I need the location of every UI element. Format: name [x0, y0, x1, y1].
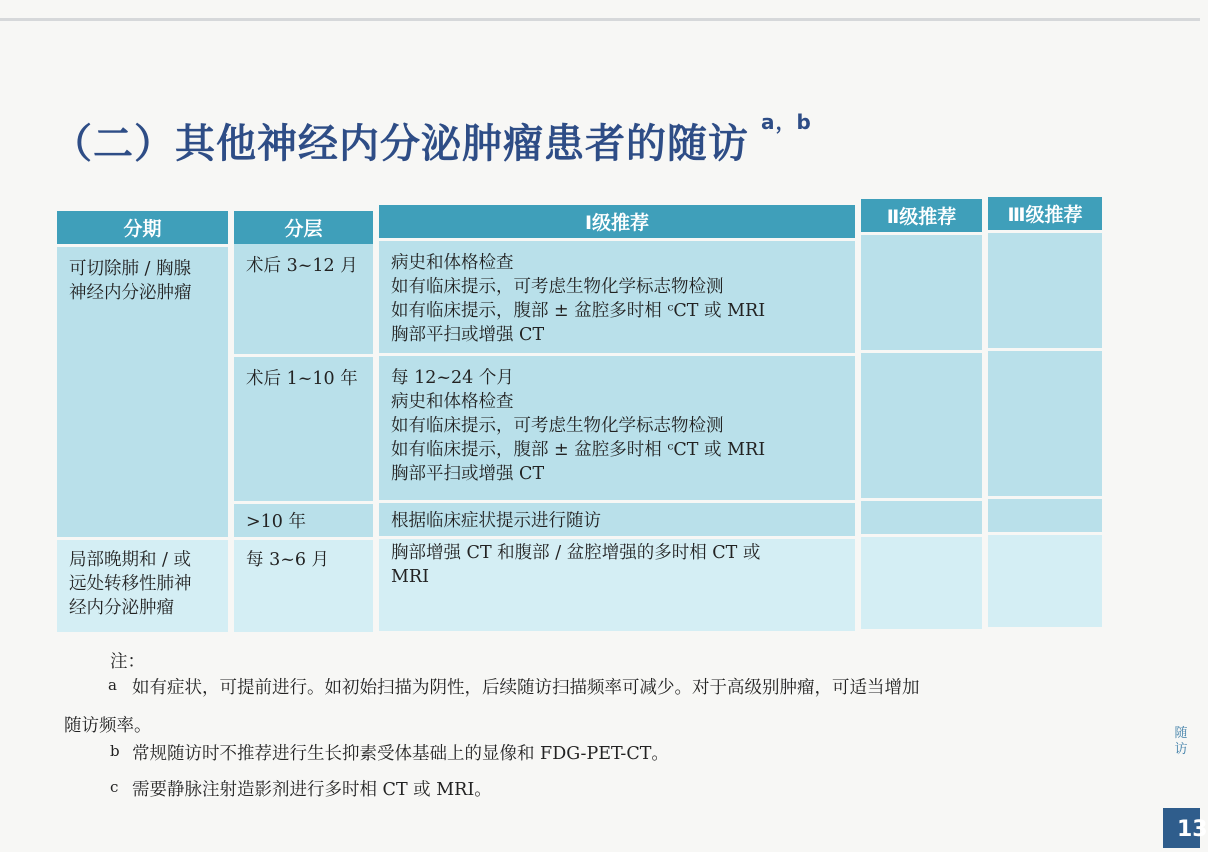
row1-group3-level2	[861, 501, 982, 534]
row2-level3	[988, 535, 1102, 627]
note-a-marker: a	[108, 676, 117, 694]
rec-line: 胸部平扫或增强 CT	[391, 325, 545, 345]
row1-group1-level3	[988, 233, 1102, 348]
side-label-char1: 随	[1174, 726, 1188, 741]
section-side-label	[1172, 726, 1190, 758]
page-title-text: （二）其他神经内分泌肿瘤患者的随访	[52, 121, 749, 167]
rec-line: MRI	[391, 567, 430, 587]
rec-line: 病史和体格检查	[391, 253, 514, 273]
row2-stage-line3: 经内分泌肿瘤	[69, 598, 174, 618]
row1-group2-level2	[861, 353, 982, 498]
row1-group2-rec	[379, 356, 855, 500]
row1-group2-layer: 术后 1~10 年	[234, 357, 373, 501]
row2-stage	[57, 540, 228, 632]
rec-line: 胸部增强 CT 和腹部 / 盆腔增强的多时相 CT 或	[391, 543, 761, 563]
row1-group1-layer: 术后 3~12 月	[234, 244, 373, 354]
rec-line: 胸部平扫或增强 CT	[391, 464, 545, 484]
row2-layer: 每 3~6 月	[234, 540, 373, 632]
row1-group1-rec	[379, 241, 855, 353]
row1-group1-level2	[861, 235, 982, 350]
note-c-text: 需要静脉注射造影剂进行多时相 CT 或 MRI。	[132, 780, 492, 800]
page-number-tab: 13	[1163, 808, 1200, 848]
row1-stage	[57, 247, 228, 537]
rec-line: 如有临床提示，腹部 ± 盆腔多时相 ᶜCT 或 MRI	[391, 301, 766, 321]
note-a-line1: 如有症状，可提前进行。如初始扫描为阴性，后续随访扫描频率可减少。对于高级别肿瘤，可适当增加	[132, 678, 920, 698]
notes-heading: 注：	[110, 652, 145, 672]
header-level1: Ⅰ级推荐	[379, 205, 855, 238]
rec-line: 如有临床提示，可考虑生物化学标志物检测	[391, 416, 724, 436]
header-stage: 分期	[57, 211, 228, 244]
note-a-line2: 随访频率。	[64, 716, 152, 736]
side-label-char2: 访	[1174, 742, 1188, 757]
top-rule	[0, 18, 1200, 21]
row2-stage-line1: 局部晚期和 / 或	[69, 550, 192, 570]
rec-line: 病史和体格检查	[391, 392, 514, 412]
row1-group3-rec	[379, 503, 855, 536]
header-level2: Ⅱ级推荐	[861, 199, 982, 232]
rec-line: 每 12~24 个月	[391, 368, 514, 388]
row2-level2	[861, 537, 982, 629]
note-b-text: 常规随访时不推荐进行生长抑素受体基础上的显像和 FDG-PET-CT。	[132, 744, 669, 764]
row1-group2-level3	[988, 351, 1102, 496]
row1-group3-level3	[988, 499, 1102, 532]
row2-rec	[379, 539, 855, 631]
row1-stage-line2: 神经内分泌肿瘤	[69, 283, 192, 303]
note-b-marker: b	[110, 742, 120, 760]
header-layer: 分层	[234, 211, 373, 244]
row2-stage-line2: 远处转移性肺神	[69, 574, 192, 594]
note-c-marker: c	[110, 778, 119, 796]
row1-group3-layer: >10 年	[234, 504, 373, 537]
page-title	[52, 112, 812, 169]
rec-line: 根据临床症状提示进行随访	[391, 511, 601, 531]
row1-stage-line1: 可切除肺 / 胸腺	[69, 259, 192, 279]
rec-line: 如有临床提示，腹部 ± 盆腔多时相 ᶜCT 或 MRI	[391, 440, 766, 460]
title-footnote-marks: a，b	[761, 110, 812, 134]
rec-line: 如有临床提示，可考虑生物化学标志物检测	[391, 277, 724, 297]
header-level3: Ⅲ级推荐	[988, 197, 1102, 230]
